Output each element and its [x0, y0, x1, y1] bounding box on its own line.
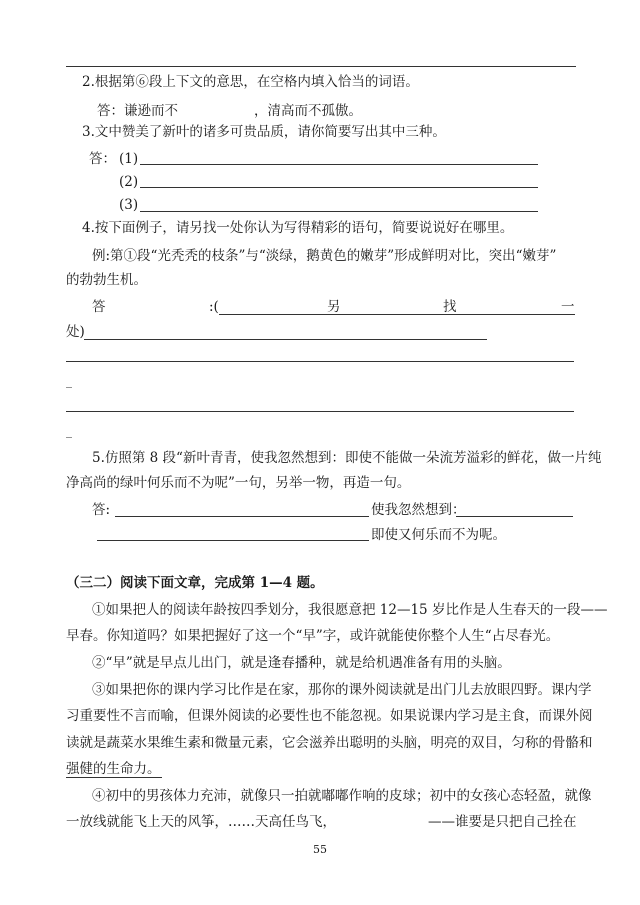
paragraph-tail: ——谁要是只把自己拴在: [428, 814, 577, 830]
q5-question-line-2: 净高尚的绿叶何乐而不为呢”一句，另举一物，再造一句。: [66, 475, 411, 491]
q4-answer-word-1: 另: [327, 299, 341, 315]
q2-answer-prefix: 答：谦逊而不: [97, 103, 178, 119]
q4-answer-end: 处): [66, 324, 85, 340]
q4-answer-colon: :(: [209, 299, 219, 315]
page-number: 55: [313, 843, 327, 856]
q4-question: 4.按下面例子，请另找一处你认为写得精彩的语句，简要说说好在哪里。: [82, 220, 514, 236]
q4-answer-line-3[interactable]: [66, 411, 574, 412]
paragraph-line: 强健的生命力。: [66, 761, 161, 777]
q5-end-text: 即使又何乐而不为呢。: [371, 527, 506, 543]
paragraph-line: 早春。你知道吗？如果把握好了这一个“早”字，或许就能使你整个人生“占尽春光。: [66, 628, 560, 644]
q5-answer-blank-2[interactable]: [456, 516, 573, 517]
q4-answer-underline[interactable]: [219, 314, 575, 315]
paragraph-underline: [66, 777, 162, 778]
q4-example-line-2: 的勃勃生机。: [66, 272, 147, 288]
paragraph-line: 一放线就能飞上天的风筝，……天高任鸟飞，: [66, 814, 336, 830]
q4-answer-label: 答: [92, 299, 106, 315]
q5-answer-prefix: 答:: [92, 502, 111, 518]
q3-item-3-blank[interactable]: [140, 211, 538, 212]
q4-example-line-1: 例:第①段“光秃秃的枝条”与“淡绿，鹅黄色的嫩芽”形成鲜明对比，突出“嫩芽”: [92, 248, 557, 264]
paragraph-line: ③如果把你的课内学习比作是在家，那你的课外阅读就是出门儿去放眼四野。课内学: [92, 682, 592, 698]
section-heading: （三二）阅读下面文章，完成第 1—4 题。: [66, 575, 324, 591]
paragraph-line: 读就是蔬菜水果维生素和微量元素，它会滋养出聪明的头脑，明亮的双目，匀称的骨骼和: [66, 735, 593, 751]
paragraph-line: ①如果把人的阅读年龄按四季划分，我很愿意把 12—15 岁比作是人生春天的一段——: [92, 602, 608, 618]
q3-item-1-blank[interactable]: [140, 164, 538, 165]
q4-answer-word-2: 找: [443, 299, 457, 315]
q4-dash-2: _: [66, 424, 72, 438]
q4-answer-line-2[interactable]: [66, 361, 574, 362]
q2-question: 2.根据第⑥段上下文的意思，在空格内填入恰当的词语。: [82, 74, 419, 90]
q4-dash-1: _: [66, 374, 72, 388]
q3-item-1-label: (1): [119, 151, 139, 167]
q3-answer-prefix: 答：: [89, 151, 116, 167]
q4-answer-line-1[interactable]: [84, 339, 487, 340]
paragraph-line: ②“早”就是早点儿出门，就是逢春播种，就是给机遇准备有用的头脑。: [92, 655, 511, 671]
q5-mid-text: 使我忽然想到：: [371, 502, 466, 518]
q5-answer-blank-3[interactable]: [97, 540, 369, 541]
q3-item-2-blank[interactable]: [140, 187, 538, 188]
paragraph-line: 习重要性不言而喻，但课外阅读的必要性也不能忽视。如果说课内学习是主食，而课外阅: [66, 708, 593, 724]
paragraph-line: ④初中的男孩体力充沛，就像只一拍就嘟嘟作响的皮球；初中的女孩心态轻盈，就像: [92, 788, 592, 804]
q2-answer-line: [97, 102, 362, 120]
q3-item-3-label: (3): [119, 197, 139, 213]
q5-question-line-1: 5.仿照第 8 段“新叶青青，使我忽然想到：即使不能做一朵流芳溢彩的鲜花，做一片纯: [92, 450, 602, 466]
header-rule: [66, 66, 576, 67]
q3-item-2-label: (2): [119, 174, 139, 190]
q2-answer-suffix: ，清高而不孤傲。: [254, 103, 362, 119]
q5-answer-blank-1[interactable]: [115, 516, 369, 517]
q4-answer-word-3: 一: [561, 299, 575, 315]
q3-question: 3.文中赞美了新叶的诸多可贵品质，请你简要写出其中三种。: [82, 124, 446, 140]
